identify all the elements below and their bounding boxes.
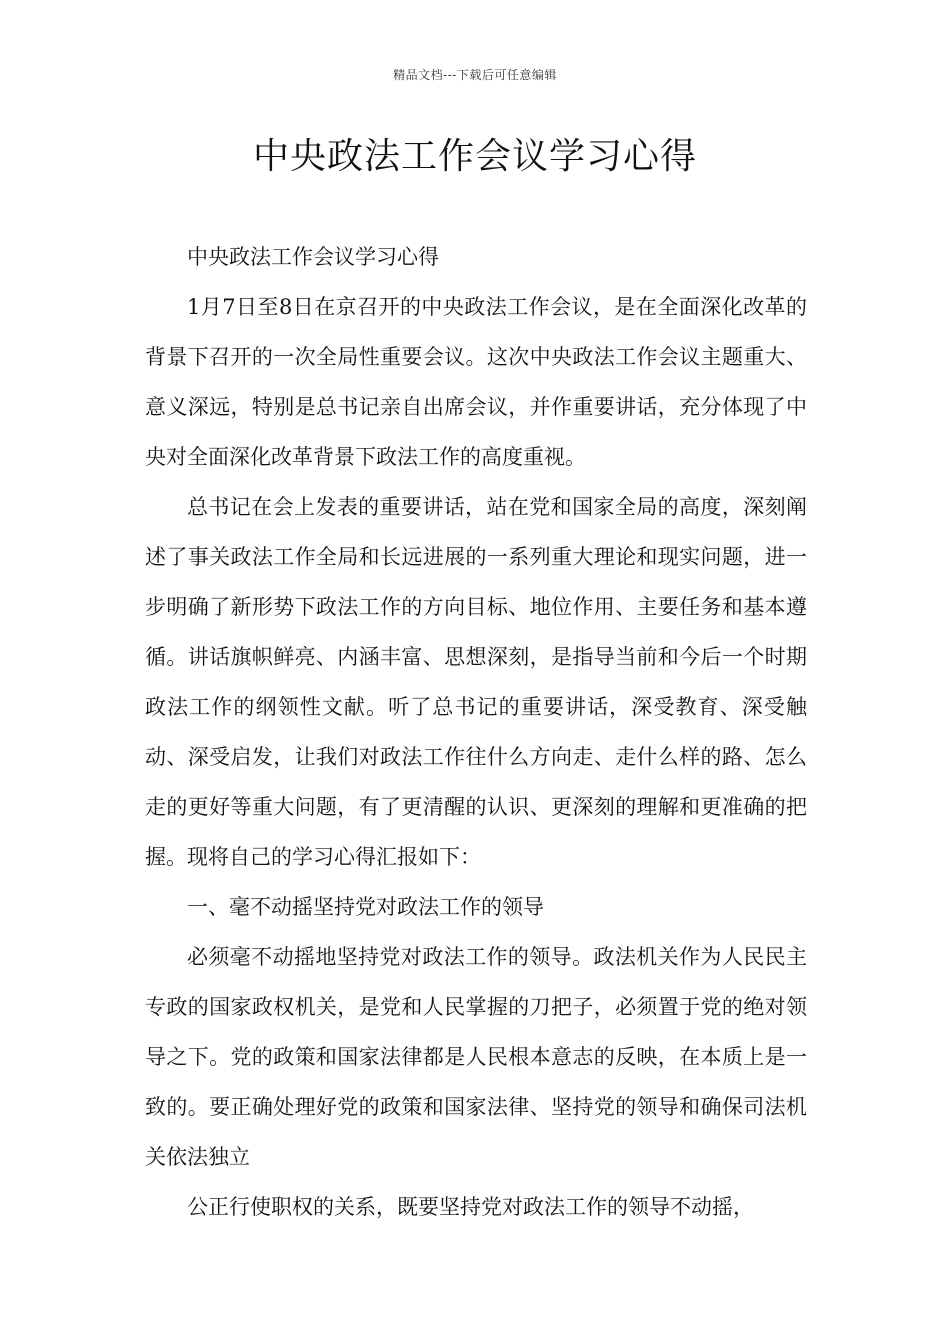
document-title: 中央政法工作会议学习心得 <box>252 136 697 177</box>
paragraph: 总书记在会上发表的重要讲话，站在党和国家全局的高度，深刻阐述了事关政法工作全局和长远进展的一系列重大理论和现实问题，进一步明确了新形势下政法工作的方向目标、地位作用、主要任务和基本遵循。讲话旗帜鲜亮、内涵丰富、思想深刻，是指导当前和今后一个时期政法工作的纲领性文献。听了总书记的重要讲话，深受教育、深受触动、深受启发，让我们对政法工作往什么方向走、走什么样的路、怎么走的更好等重大问题，有了更清醒的认识、更深刻的理解和更准确的把握。现将自己的学习心得汇报如下： <box>145 495 807 869</box>
paragraph: 1月7日至8日在京召开的中央政法工作会议，是在全面深化改革的背景下召开的一次全局性重要会议。这次中央政法工作会议主题重大、意义深远，特别是总书记亲自出席会议，并作重要讲话，充分体现了中央对全面深化改革背景下政法工作的高度重视。 <box>145 295 807 469</box>
paragraph: 必须毫不动摇地坚持党对政法工作的领导。政法机关作为人民民主专政的国家政权机关，是党和人民掌握的刀把子，必须置于党的绝对领导之下。党的政策和国家法律都是人民根本意志的反映，在本质上是一致的。要正确处理好党的政策和国家法律、坚持党的领导和确保司法机关依法独立 <box>145 945 807 1169</box>
document-body <box>145 232 807 1232</box>
page-header-note: 精品文档---下载后可任意编辑 <box>393 68 557 82</box>
section-heading: 一、毫不动摇坚持党对政法工作的领导 <box>187 895 544 919</box>
paragraph-subtitle: 中央政法工作会议学习心得 <box>187 245 439 269</box>
paragraph: 公正行使职权的关系，既要坚持党对政法工作的领导不动摇， <box>187 1195 754 1219</box>
